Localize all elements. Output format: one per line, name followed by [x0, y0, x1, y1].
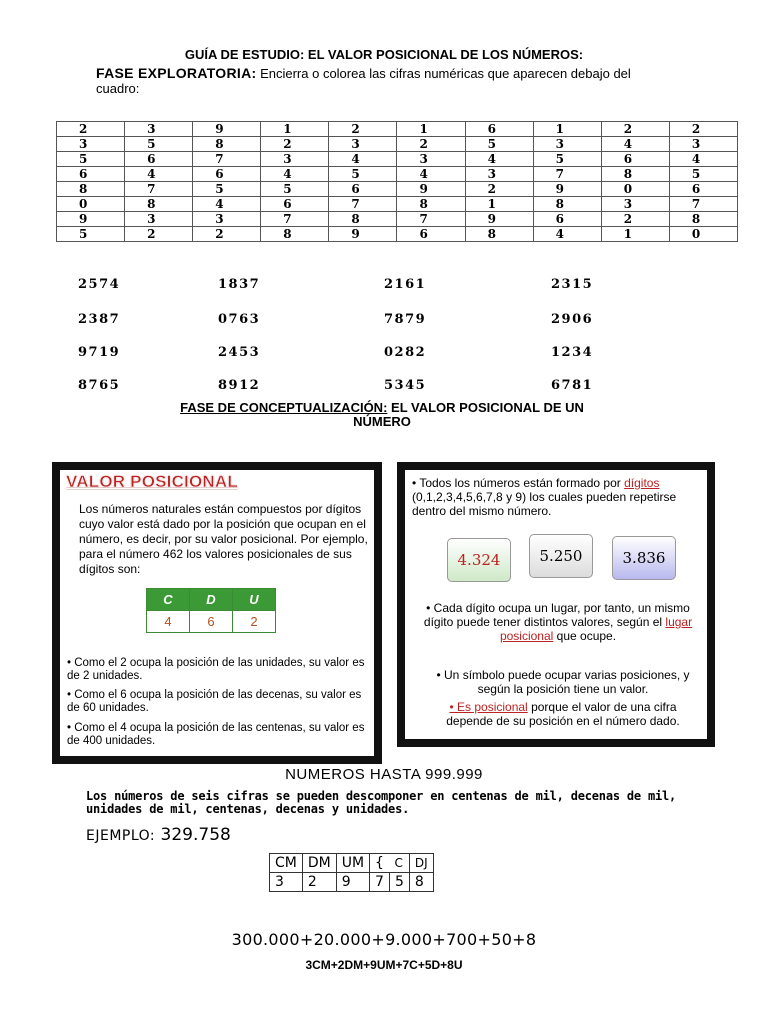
cdu-header: U [233, 589, 276, 611]
grid-cell: 6 [57, 167, 125, 182]
grid-cell: 4 [261, 167, 329, 182]
grid-cell: 2 [57, 122, 125, 137]
grid-cell: 0 [601, 182, 669, 197]
grid-cell: 8 [193, 137, 261, 152]
grid-cell: 5 [193, 182, 261, 197]
grid-cell: 5 [57, 227, 125, 242]
example-line [86, 825, 231, 845]
bullet-text: Como el 2 ocupa la posición de las unidades, su valor es de 2 unidades. [67, 657, 365, 682]
grid-cell: 1 [465, 197, 533, 212]
place-header: UM [336, 854, 369, 873]
grid-cell: 5 [533, 152, 601, 167]
grid-row [57, 167, 738, 182]
cdu-header: C [147, 589, 190, 611]
valor-posicional-paragraph: Los números naturales están compuestos por dígitos cuyo valor está dado por la posición que ocupan en el número, es decir, por su valor posicional. Por ejemplo, para el número 462 los valores posicionales de sus dígitos son: [79, 502, 368, 576]
cdu-value: 2 [233, 611, 276, 633]
grid-cell: 4 [125, 167, 193, 182]
grid-cell: 6 [261, 197, 329, 212]
example-number-box: 3.836 [612, 536, 676, 580]
grid-cell: 7 [193, 152, 261, 167]
grid-row [57, 152, 738, 167]
place-header-u: J [424, 856, 428, 870]
number-item: 0763 [218, 312, 261, 327]
grid-cell: 3 [193, 212, 261, 227]
bullet-item: • Como el 6 ocupa la posición de las decenas, su valor es de 60 unidades. [67, 689, 362, 714]
valor-posicional-title: VALOR POSICIONAL [66, 472, 238, 491]
place-digit: 9 [336, 873, 369, 892]
example-label: EJEMPLO: [86, 828, 156, 844]
grid-cell: 7 [533, 167, 601, 182]
phase-exploratory [96, 66, 676, 96]
grid-cell: 5 [465, 137, 533, 152]
expanded-sum: 300.000+20.000+9.000+700+50+8 [231, 930, 537, 949]
grid-cell: 0 [57, 197, 125, 212]
grid-cell: 2 [397, 137, 465, 152]
phase-conceptual-text: EL VALOR POSICIONAL DE UN [391, 400, 584, 415]
grid-cell: 1 [533, 122, 601, 137]
number-item: 1837 [218, 277, 261, 292]
grid-cell: 8 [533, 197, 601, 212]
grid-cell: 2 [465, 182, 533, 197]
grid-cell: 8 [261, 227, 329, 242]
digit-grid [56, 121, 738, 242]
place-digit: 3 [270, 873, 303, 892]
info-paragraph-2 [412, 601, 704, 643]
section-description: Los números de seis cifras se pueden descomponer en centenas de mil, decenas de mil, unidades de mil, centenas, decenas y unidades. [86, 789, 677, 816]
grid-cell: 0 [669, 227, 737, 242]
lugar-posicional-link: lugar posicional [499, 615, 693, 643]
grid-row [57, 182, 738, 197]
grid-cell: 4 [397, 167, 465, 182]
grid-cell: 1 [601, 227, 669, 242]
number-item: 8765 [78, 378, 121, 393]
grid-cell: 2 [601, 212, 669, 227]
es-posicional-link: • Es posicional [449, 700, 528, 714]
grid-cell: 9 [397, 182, 465, 197]
cdu-value: 6 [190, 611, 233, 633]
grid-cell: 1 [261, 122, 329, 137]
grid-cell: 9 [57, 212, 125, 227]
number-item: 0282 [384, 345, 427, 360]
grid-cell: 6 [601, 152, 669, 167]
grid-cell: 4 [193, 197, 261, 212]
grid-cell: 6 [125, 152, 193, 167]
grid-cell: 7 [329, 197, 397, 212]
cdu-table [146, 588, 276, 633]
cdu-value: 4 [147, 611, 190, 633]
grid-cell: 8 [125, 197, 193, 212]
bullet-item: • Como el 4 ocupa la posición de las centenas, su valor es de 400 unidades. [67, 722, 365, 747]
grid-cell: 5 [57, 152, 125, 167]
grid-cell: 3 [669, 137, 737, 152]
grid-cell: 3 [261, 152, 329, 167]
place-header [409, 854, 433, 873]
number-item: 2161 [384, 277, 427, 292]
number-item: 7879 [384, 312, 427, 327]
example-number-box: 4.324 [447, 538, 511, 582]
info-text: • Todos los números están formado por [412, 476, 625, 490]
place-digit: 7 [370, 873, 390, 892]
page-title: GUÍA DE ESTUDIO: EL VALOR POSICIONAL DE LOS NÚMEROS: [184, 47, 584, 62]
info-text: • Cada dígito ocupa un lugar, por tanto, un mismo dígito puede tener distintos valores, según el [423, 601, 690, 629]
number-item: 2315 [551, 277, 594, 292]
grid-row [57, 212, 738, 227]
place-header: C [389, 854, 409, 873]
grid-cell: 4 [329, 152, 397, 167]
place-header: CM [270, 854, 303, 873]
grid-cell: 2 [329, 122, 397, 137]
grid-cell: 3 [329, 137, 397, 152]
grid-cell: 8 [397, 197, 465, 212]
grid-cell: 5 [125, 137, 193, 152]
digit-info-panel [397, 462, 715, 747]
grid-cell: 5 [261, 182, 329, 197]
info-text: (0,1,2,3,4,5,6,7,8 y 9) los cuales pueden repetirse dentro del mismo número. [412, 490, 677, 518]
grid-cell: 8 [465, 227, 533, 242]
grid-cell: 6 [397, 227, 465, 242]
grid-cell: 2 [261, 137, 329, 152]
place-digit: 2 [302, 873, 336, 892]
grid-cell: 4 [533, 227, 601, 242]
valor-posicional-panel [52, 462, 382, 764]
info-paragraph-3: • Un símbolo puede ocupar varias posiciones, y según la posición tiene un valor. [436, 668, 690, 696]
grid-cell: 8 [601, 167, 669, 182]
grid-cell: 1 [397, 122, 465, 137]
grid-cell: 9 [329, 227, 397, 242]
grid-cell: 5 [669, 167, 737, 182]
grid-cell: 3 [125, 122, 193, 137]
grid-cell: 7 [669, 197, 737, 212]
grid-cell: 3 [533, 137, 601, 152]
info-text: porque el valor de una cifra depende de su posición en el número dado. [446, 700, 680, 728]
number-item: 9719 [78, 345, 121, 360]
bullet-item: • Como el 2 ocupa la posición de las unidades, su valor es de 2 unidades. [67, 657, 365, 682]
info-paragraph-4 [425, 700, 701, 728]
grid-cell: 2 [125, 227, 193, 242]
phase-conceptual-label: FASE DE CONCEPTUALIZACIÓN: [180, 400, 388, 415]
section-heading: NUMEROS HASTA 999.999 [285, 766, 483, 783]
grid-cell: 5 [329, 167, 397, 182]
number-item: 1234 [551, 345, 594, 360]
info-text: que ocupe. [553, 629, 617, 643]
grid-row [57, 197, 738, 212]
bullet-text: Como el 6 ocupa la posición de las decenas, su valor es de 60 unidades. [67, 689, 362, 714]
grid-cell: 3 [125, 212, 193, 227]
grid-row [57, 137, 738, 152]
place-header: DM [302, 854, 336, 873]
grid-cell: 2 [669, 122, 737, 137]
grid-cell: 3 [465, 167, 533, 182]
number-item: 2387 [78, 312, 121, 327]
grid-cell: 8 [57, 182, 125, 197]
grid-row [57, 122, 738, 137]
grid-cell: 9 [193, 122, 261, 137]
grid-cell: 3 [601, 197, 669, 212]
place-digit: 8 [409, 873, 433, 892]
grid-cell: 3 [397, 152, 465, 167]
grid-cell: 9 [465, 212, 533, 227]
place-header-d: D [414, 856, 425, 870]
grid-cell: 4 [669, 152, 737, 167]
grid-cell: 8 [329, 212, 397, 227]
grid-cell: 6 [465, 122, 533, 137]
place-value-table [269, 853, 434, 892]
grid-cell: 4 [601, 137, 669, 152]
grid-cell: 6 [669, 182, 737, 197]
number-item: 2906 [551, 312, 594, 327]
grid-cell: 8 [669, 212, 737, 227]
grid-cell: 7 [125, 182, 193, 197]
number-item: 2574 [78, 277, 121, 292]
expanded-notation: 3CM+2DM+9UM+7C+5D+8U [305, 958, 463, 972]
grid-row [57, 227, 738, 242]
number-item: 8912 [218, 378, 261, 393]
place-header: { [370, 854, 390, 873]
info-paragraph-1 [412, 476, 704, 518]
phase-conceptual-text2: NÚMERO [353, 414, 411, 429]
grid-cell: 7 [397, 212, 465, 227]
number-item: 2453 [218, 345, 261, 360]
grid-cell: 2 [193, 227, 261, 242]
grid-cell: 9 [533, 182, 601, 197]
grid-cell: 3 [57, 137, 125, 152]
place-digit: 5 [389, 873, 409, 892]
grid-cell: 6 [193, 167, 261, 182]
phase-exploratory-text: Encierra o colorea las cifras numéricas que aparecen debajo del cuadro: [96, 66, 631, 96]
digitos-link: dígitos [624, 476, 660, 490]
number-item: 5345 [384, 378, 427, 393]
phase-conceptual [140, 401, 624, 429]
grid-cell: 7 [261, 212, 329, 227]
grid-cell: 2 [601, 122, 669, 137]
grid-cell: 4 [465, 152, 533, 167]
grid-cell: 6 [329, 182, 397, 197]
phase-exploratory-label: FASE EXPLORATORIA: [96, 65, 257, 81]
bullet-text: Como el 4 ocupa la posición de las centenas, su valor es de 400 unidades. [67, 722, 365, 747]
grid-cell: 6 [533, 212, 601, 227]
number-item: 6781 [551, 378, 594, 393]
example-value: 329.758 [160, 825, 231, 845]
example-number-box: 5.250 [529, 534, 593, 578]
cdu-header: D [190, 589, 233, 611]
